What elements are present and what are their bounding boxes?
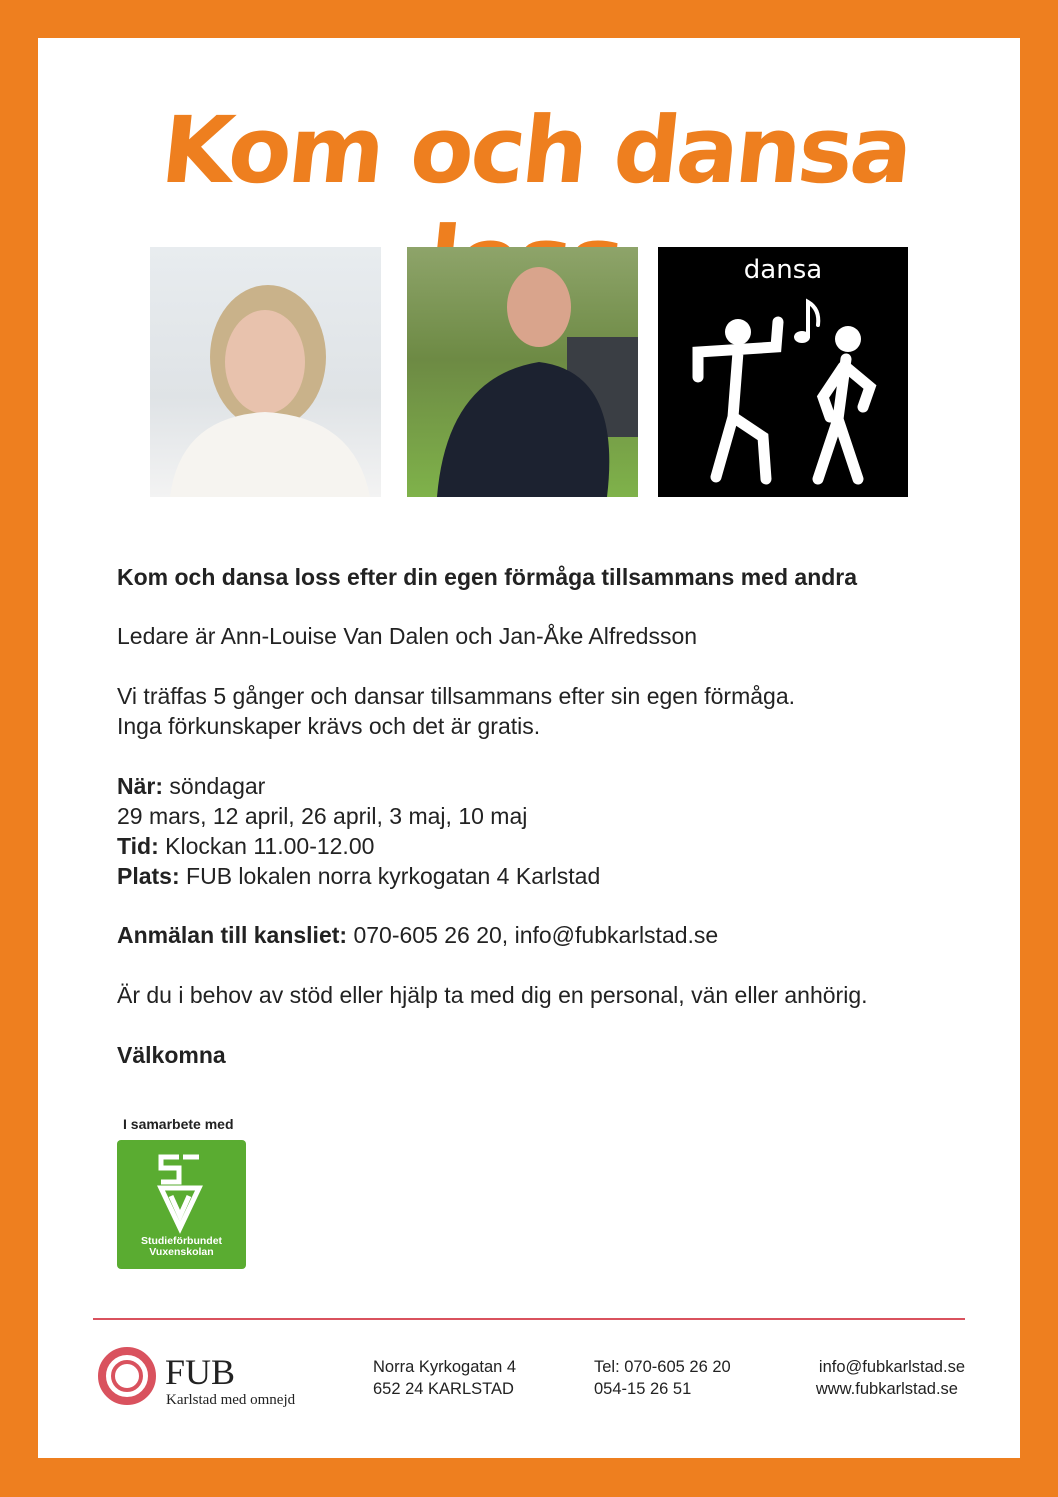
sv-logo [117, 1140, 246, 1269]
footer-address-2: 652 24 KARLSTAD [373, 1380, 514, 1398]
time-line [117, 831, 374, 861]
support-text: Är du i behov av stöd eller hjälp ta med dig en personal, vän eller anhörig. [117, 982, 868, 1008]
fub-logo-name: FUB [165, 1352, 236, 1392]
photo-jan-ake [407, 247, 638, 497]
intro-line-1: Vi träffas 5 gånger och dansar tillsammans efter sin egen förmåga. [117, 683, 796, 709]
headline: Kom och dansa loss efter din egen förmåga tillsammans med andra [117, 564, 858, 590]
when-value: söndagar [163, 773, 266, 799]
flyer-title: Kom och dansa [156, 97, 916, 204]
when-line [117, 771, 265, 801]
partner-label: I samarbete med [123, 1116, 234, 1132]
leaders-text: Ledare är Ann-Louise Van Dalen och Jan-Åke Alfredsson [117, 623, 698, 649]
place-value: FUB lokalen norra kyrkogatan 4 Karlstad [179, 863, 601, 889]
fub-logo-sub: Karlstad med omnejd [166, 1392, 296, 1408]
dates-line: 29 mars, 12 april, 26 april, 3 maj, 10 maj [117, 803, 528, 829]
when-label: När: [117, 773, 164, 799]
footer-divider [93, 1318, 965, 1320]
person-photo-placeholder [407, 247, 638, 497]
person-photo-placeholder [150, 247, 381, 497]
sv-name-2: Vuxenskolan [149, 1246, 214, 1258]
signup-value: 070-605 26 20, info@fubkarlstad.se [347, 922, 719, 948]
dance-pictogram [658, 247, 908, 497]
sv-name-1: Studieförbundet [140, 1235, 223, 1247]
fub-logo-ring-icon [97, 1346, 157, 1406]
photo-ann-louise [150, 247, 381, 497]
signup-label: Anmälan till kansliet: [117, 922, 348, 948]
time-value: Klockan 11.00-12.00 [158, 833, 375, 859]
time-label: Tid: [117, 833, 159, 859]
footer-email[interactable]: info@fubkarlstad.se [818, 1358, 965, 1376]
footer-phone-2: 054-15 26 51 [594, 1380, 692, 1398]
sv-logo-mark-icon [117, 1140, 246, 1235]
welcome-text: Välkomna [117, 1042, 226, 1068]
pictogram-label: dansa [743, 255, 823, 285]
signup-line [117, 920, 718, 950]
place-line [117, 861, 600, 891]
footer-phone-1: Tel: 070-605 26 20 [594, 1358, 731, 1376]
footer-website[interactable]: www.fubkarlstad.se [815, 1380, 958, 1398]
place-label: Plats: [117, 863, 180, 889]
footer-address-1: Norra Kyrkogatan 4 [373, 1358, 517, 1376]
intro-line-2: Inga förkunskaper krävs och det är gratis. [117, 713, 541, 739]
